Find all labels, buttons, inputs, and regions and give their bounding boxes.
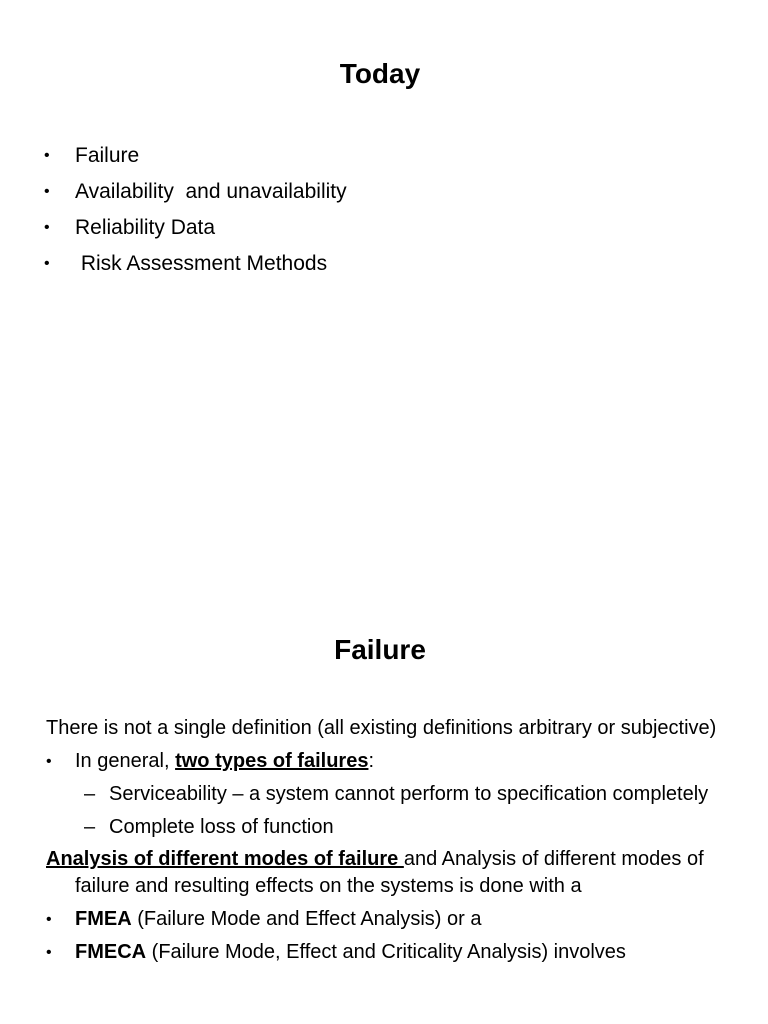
analysis-emphasis: Analysis of different modes of failure bbox=[46, 848, 404, 870]
bullet-icon: • bbox=[46, 753, 52, 770]
topic-list bbox=[44, 138, 347, 282]
dash-icon: – bbox=[84, 816, 96, 838]
list-item bbox=[44, 138, 347, 174]
list-item-label: Reliability Data bbox=[75, 216, 216, 239]
general-prefix: In general, bbox=[75, 750, 176, 772]
bullet-icon: • bbox=[46, 944, 52, 961]
analysis-text: and Analysis of different modes of failure and resulting effects on the systems is done with a bbox=[75, 848, 704, 897]
bullet-icon: • bbox=[44, 147, 50, 164]
general-suffix: : bbox=[368, 750, 375, 772]
sub-item-label: Serviceability – a system cannot perform to specification completely bbox=[109, 783, 709, 805]
analysis-paragraph bbox=[46, 846, 736, 900]
list-item bbox=[44, 210, 347, 246]
slide-failure bbox=[0, 600, 768, 1024]
fmea-bullet bbox=[46, 906, 736, 933]
general-bullet bbox=[46, 748, 736, 775]
fmeca-text: (Failure Mode, Effect and Criticality Analysis) involves bbox=[146, 941, 626, 963]
list-item bbox=[44, 174, 347, 210]
slide-title: Failure bbox=[334, 634, 426, 665]
sub-item-label: Complete loss of function bbox=[109, 816, 334, 838]
general-emphasis: two types of failures bbox=[175, 750, 369, 772]
fmea-term: FMEA bbox=[75, 908, 132, 930]
bullet-icon: • bbox=[44, 219, 50, 236]
fmeca-bullet bbox=[46, 939, 736, 966]
bullet-icon: • bbox=[46, 911, 52, 928]
bullet-icon: • bbox=[44, 183, 50, 200]
list-item-label: Failure bbox=[75, 144, 140, 167]
slide-body bbox=[46, 715, 736, 966]
intro-paragraph: There is not a single definition (all existing definitions arbitrary or subjective) bbox=[46, 717, 717, 739]
sub-item-serviceability bbox=[46, 781, 736, 808]
slide-title: Today bbox=[339, 58, 421, 89]
dash-icon: – bbox=[84, 783, 96, 805]
fmeca-term: FMECA bbox=[75, 941, 147, 963]
list-item bbox=[44, 246, 347, 282]
list-item-label: Availability and unavailability bbox=[75, 180, 347, 203]
bullet-icon: • bbox=[44, 255, 50, 272]
list-item-label: Risk Assessment Methods bbox=[75, 252, 328, 275]
sub-item-loss-of-function bbox=[46, 814, 736, 841]
fmea-text: (Failure Mode and Effect Analysis) or a bbox=[131, 908, 482, 930]
